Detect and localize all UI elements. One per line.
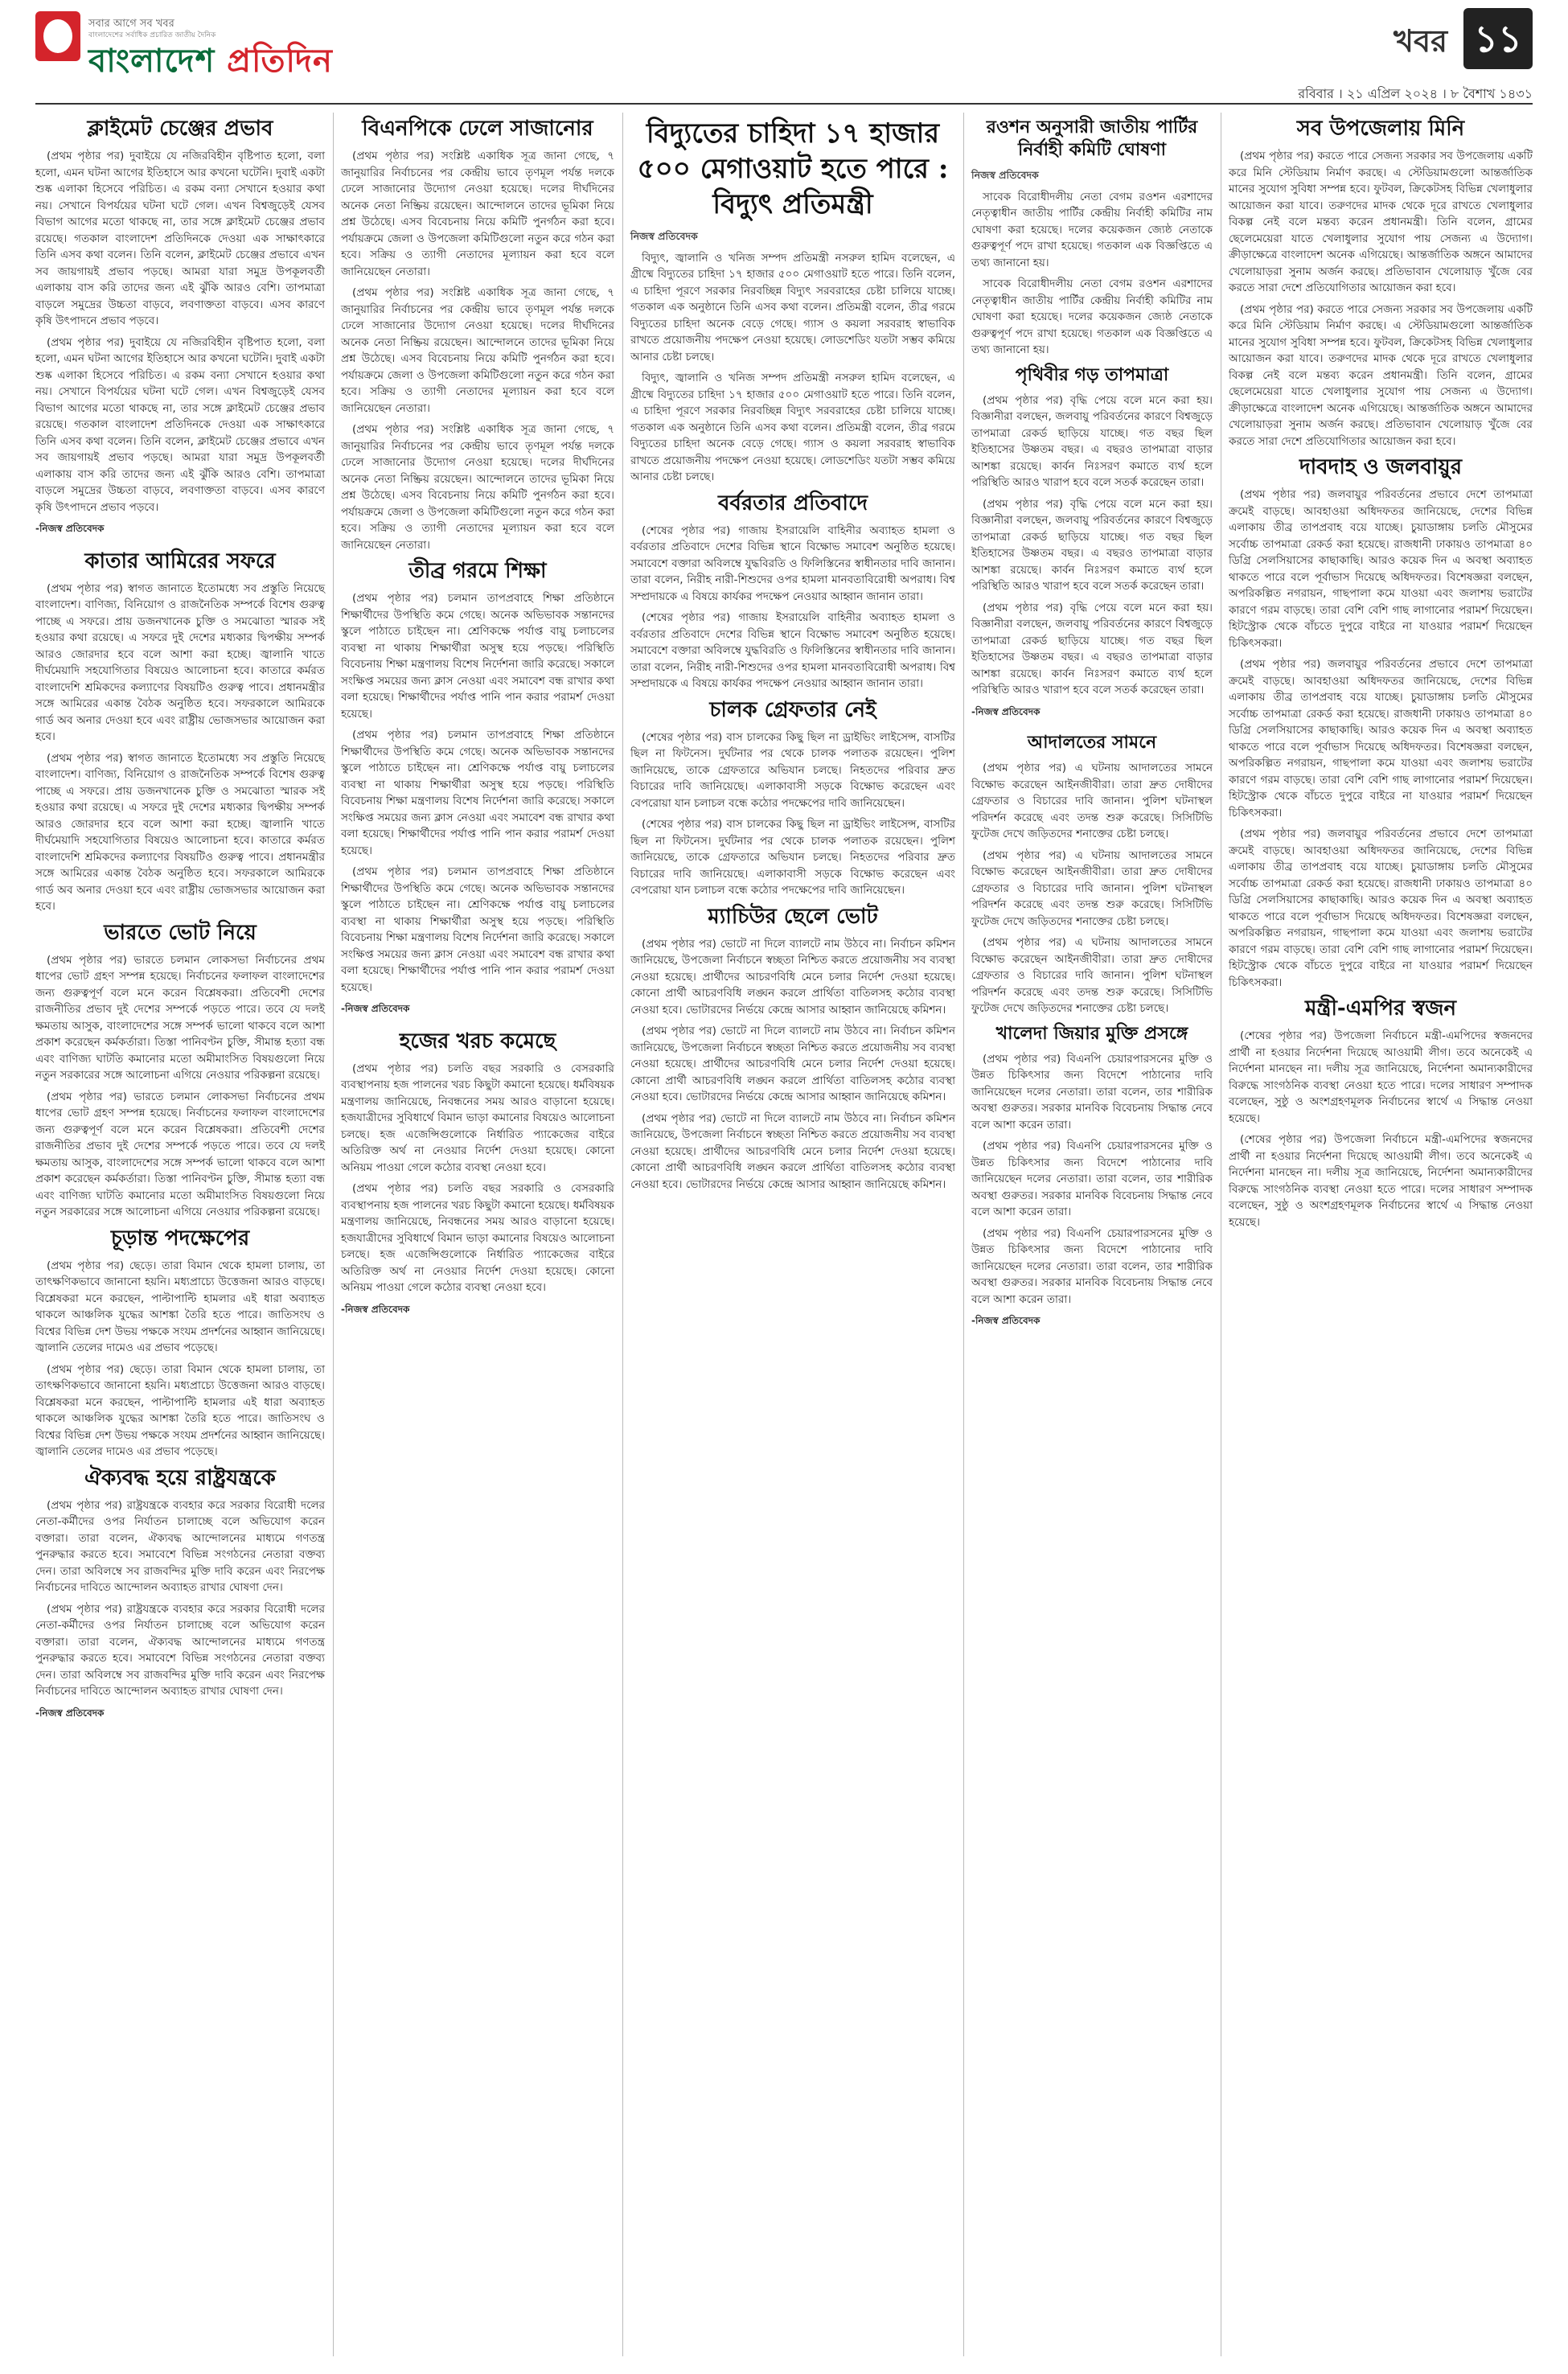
headline: ঐক্যবদ্ধ হয়ে রাষ্ট্রযন্ত্রকে (84, 1465, 276, 1490)
lead-headline: বিদ্যুতের চাহিদা ১৭ হাজার ৫০০ মেগাওয়াট হতে পারে : বিদ্যুৎ প্রতিমন্ত্রী (637, 117, 949, 220)
headline: বিএনপিকে ঢেলে সাজানোর (362, 117, 593, 141)
article-body: (প্রথম পৃষ্ঠার পর) জলবায়ুর পরিবর্তনের প্রভাবে দেশে তাপমাত্রা ক্রমেই বাড়ছে। আবহাওয়া অধিদফতর জানিয়েছে, দেশের বিভিন্ন এলাকায় তীব্র তাপপ্রবাহ বয়ে যাচ্ছে। চুয়াডাঙ্গায় চলতি মৌসুমের সর্বোচ্চ তাপমাত্রা রেকর্ড করা হয়েছে। রাজধানী ঢাকায়ও তাপমাত্রা ৪০ ডিগ্রি সেলসিয়াসের কাছাকাছি। আরও কয়েক দিন এ অবস্থা অব্যাহত থাকতে পারে বলে পূর্বাভাস দিয়েছে অধিদফতর। বিশেষজ্ঞরা বলছেন, অপরিকল্পিত নগরায়ন, গাছপালা কমে যাওয়া এবং জলাশয় ভরাটের কারণে গরম বাড়ছে। তারা বেশি বেশি গাছ লাগানোর পরামর্শ দিয়েছেন। হিটস্ট্রোক থেকে বাঁচতে দুপুরে বাইরে না যাওয়ার পরামর্শ দিয়েছেন চিকিৎসকরা। (1229, 658, 1533, 819)
newspaper-logo (35, 8, 454, 80)
article-body: (প্রথম পৃষ্ঠার পর) সংশ্লিষ্ট একাধিক সূত্র জানা গেছে, ৭ জানুয়ারির নির্বাচনের পর কেন্দ্রীয় ভাবে তৃণমূল পর্যন্ত দলকে ঢেলে সাজানোর উদ্যোগ নেওয়া হয়েছে। দলের দীর্ঘদিনের অনেক নেতা নিষ্ক্রিয় রয়েছেন। আন্দোলনে তাদের ভূমিকা নিয়ে প্রশ্ন উঠেছে। এসব বিবেচনায় নিয়ে কমিটি পুনর্গঠন করা হবে। পর্যায়ক্রমে জেলা ও উপজেলা কমিটিগুলো নতুন করে গঠন করা হবে। সক্রিয় ও ত্যাগী নেতাদের মূল্যায়ন করা হবে বলে জানিয়েছেন নেতারা। (341, 423, 614, 552)
column-5 (1229, 113, 1533, 1235)
section-name: খবর (1393, 23, 1447, 59)
headline: ক্লাইমেট চেঞ্জের প্রভাব (87, 117, 273, 141)
byline: -নিজস্ব প্রতিবেদক (971, 705, 1041, 717)
headline: তীব্র গরমে শিক্ষা (408, 559, 547, 583)
article-body: (প্রথম পৃষ্ঠার পর) বিএনপি চেয়ারপারসনের মুক্তি ও উন্নত চিকিৎসার জন্য বিদেশে পাঠানোর দাবি জানিয়েছেন দলের নেতারা। তারা বলেন, তার শারীরিক অবস্থা গুরুতর। সরকার মানবিক বিবেচনায় সিদ্ধান্ত নেবে বলে আশা করেন তারা। (971, 1140, 1213, 1218)
article-body: (প্রথম পৃষ্ঠার পর) ভোটে না দিলে ব্যালটে নাম উঠবে না। নির্বাচন কমিশন জানিয়েছে, উপজেলা নির্বাচনে স্বচ্ছতা নিশ্চিত করতে প্রয়োজনীয় সব ব্যবস্থা নেওয়া হয়েছে। প্রার্থীদের আচরণবিধি মেনে চলার নির্দেশ দেওয়া হয়েছে। কোনো প্রার্থী আচরণবিধি লঙ্ঘন করলে প্রার্থিতা বাতিলসহ কঠোর ব্যবস্থা নেওয়া হবে। ভোটারদের নির্ভয়ে কেন্দ্রে আসার আহ্বান জানিয়েছে কমিশন। (630, 937, 955, 1017)
article-body: (প্রথম পৃষ্ঠার পর) ভারতে চলমান লোকসভা নির্বাচনের প্রথম ধাপের ভোট গ্রহণ সম্পন্ন হয়েছে। নির্বাচনের ফলাফল বাংলাদেশের জন্য গুরুত্বপূর্ণ বলে মনে করেন বিশ্লেষকরা। প্রতিবেশী দেশের রাজনীতির প্রভাব দুই দেশের সম্পর্কে পড়তে পারে। তবে যে দলই ক্ষমতায় আসুক, বাংলাদেশের সঙ্গে সম্পর্ক ভালো থাকবে বলে আশা প্রকাশ করেছেন কর্মকর্তারা। তিস্তা পানিবণ্টন চুক্তি, সীমান্ত হত্যা বন্ধ এবং বাণিজ্য ঘাটতি কমানোর মতো অমীমাংসিত বিষয়গুলো নিয়ে নতুন সরকারের সঙ্গে আলোচনা এগিয়ে নেওয়ার পরিকল্পনা রয়েছে। (35, 953, 325, 1082)
article-body: (প্রথম পৃষ্ঠার পর) চলমান তাপপ্রবাহে শিক্ষা প্রতিষ্ঠানে শিক্ষার্থীদের উপস্থিতি কমে গেছে। অনেক অভিভাবক সন্তানদের স্কুলে পাঠাতে চাইছেন না। শ্রেণিকক্ষে পর্যাপ্ত বায়ু চলাচলের ব্যবস্থা না থাকায় শিক্ষার্থীরা অসুস্থ হয়ে পড়ছে। পরিস্থিতি বিবেচনায় শিক্ষা মন্ত্রণালয় বিশেষ নির্দেশনা জারি করেছে। সকালে সংক্ষিপ্ত সময়ের জন্য ক্লাস নেওয়া এবং সমাবেশ বন্ধ রাখার কথা বলা হয়েছে। শিক্ষার্থীদের পর্যাপ্ত পানি পান করার পরামর্শ দেওয়া হয়েছে। (341, 865, 614, 994)
byline: -নিজস্ব প্রতিবেদক (971, 1315, 1041, 1326)
headline: মন্ত্রী-এমপির স্বজন (1305, 996, 1456, 1021)
article-body: (প্রথম পৃষ্ঠার পর) ভোটে না দিলে ব্যালটে নাম উঠবে না। নির্বাচন কমিশন জানিয়েছে, উপজেলা নির্বাচনে স্বচ্ছতা নিশ্চিত করতে প্রয়োজনীয় সব ব্যবস্থা নেওয়া হয়েছে। প্রার্থীদের আচরণবিধি মেনে চলার নির্দেশ দেওয়া হয়েছে। কোনো প্রার্থী আচরণবিধি লঙ্ঘন করলে প্রার্থিতা বাতিলসহ কঠোর ব্যবস্থা নেওয়া হবে। ভোটারদের নির্ভয়ে কেন্দ্রে আসার আহ্বান জানিয়েছে কমিশন। (630, 1111, 955, 1191)
article-body: (প্রথম পৃষ্ঠার পর) বৃদ্ধি পেয়ে বলে মনে করা হয়। বিজ্ঞানীরা বলছেন, জলবায়ু পরিবর্তনের কারণে বিশ্বজুড়ে তাপমাত্রা রেকর্ড ছাড়িয়ে যাচ্ছে। গত বছর ছিল ইতিহাসের উষ্ণতম বছর। এ বছরও তাপমাত্রা বাড়ার আশঙ্কা রয়েছে। কার্বন নিঃসরণ কমাতে ব্যর্থ হলে পরিস্থিতি আরও খারাপ হবে বলে সতর্ক করেছেন তারা। (971, 393, 1213, 489)
headline: দাবদাহ ও জলবায়ুর (1299, 455, 1463, 479)
article-body: (প্রথম পৃষ্ঠার পর) স্বাগত জানাতে ইতোমধ্যে সব প্রস্তুতি নিয়েছে বাংলাদেশ। বাণিজ্য, বিনিয়োগ ও রাজনৈতিক সম্পর্কে বিশেষ গুরুত্ব পাচ্ছে এ সফরে। প্রায় ডজনখানেক চুক্তি ও সমঝোতা স্মারক সই হওয়ার কথা রয়েছে। এ সফরে দুই দেশের মধ্যকার দ্বিপক্ষীয় সম্পর্ক আরও জোরদার হবে বলে আশা করা হচ্ছে। জ্বালানি খাতে দীর্ঘমেয়াদি সহযোগিতার বিষয়েও আলোচনা হবে। কাতারে কর্মরত বাংলাদেশি শ্রমিকদের কল্যাণের বিষয়টিও গুরুত্ব পাবে। প্রধানমন্ত্রীর সঙ্গে আমিরের একান্ত বৈঠক অনুষ্ঠিত হবে। সফরকালে আমিরকে গার্ড অব অনার দেওয়া হবে এবং রাষ্ট্রীয় ভোজসভার আয়োজন করা হবে। (35, 751, 325, 913)
headline: হজের খরচ কমেছে (399, 1029, 556, 1054)
headline: বর্বরতার প্রতিবাদে (717, 491, 868, 515)
byline: নিজস্ব প্রতিবেদক (630, 230, 698, 242)
article-body: (শেষের পৃষ্ঠার পর) বাস চালকের কিছু ছিল না ড্রাইভিং লাইসেন্স, বাসটির ছিল না ফিটনেস। দুর্ঘটনার পর থেকে চালক পলাতক রয়েছেন। পুলিশ জানিয়েছে, তাকে গ্রেফতারে অভিযান চলছে। নিহতদের পরিবার দ্রুত বিচারের দাবি জানিয়েছে। এলাকাবাসী সড়কে বিক্ষোভ করেছেন এবং বেপরোয়া যান চলাচল বন্ধে কঠোর পদক্ষেপের দাবি জানিয়েছেন। (630, 818, 955, 897)
article-body: (প্রথম পৃষ্ঠার পর) দুবাইয়ে যে নজিরবিহীন বৃষ্টিপাত হলো, বলা হলো, এমন ঘটনা আগের ইতিহাসে আর কখনো ঘটেনি। দুবাই একটা শুষ্ক এলাকা হিসেবে পরিচিত। এ রকম বন্যা সেখানে হওয়ার কথা নয়। সেখানে বিপর্যয়ের ঘটনা ঘটে গেল। এখন বিশ্বজুড়েই যেসব বিভাগ আগের মতো থাকছে না, তার সঙ্গে ক্লাইমেট চেঞ্জের প্রভাব রয়েছে। গতকাল বাংলাদেশ প্রতিদিনকে দেওয়া এক সাক্ষাৎকারে তিনি এসব কথা বলেন। তিনি বলেন, ক্লাইমেট চেঞ্জের প্রভাবে এখন সব জায়গায়ই প্রভাব পড়ছে। আমরা যারা সমুদ্র উপকূলবর্তী এলাকায় বাস করি তাদের জন্য এই ঝুঁকি আরও বেশি। তাপমাত্রা বাড়লে সমুদ্রের উচ্চতা বাড়বে, লবণাক্ততা বাড়বে। এসব কারণে কৃষি উৎপাদনে প্রভাব পড়বে। (35, 150, 325, 327)
article-body: (প্রথম পৃষ্ঠার পর) ভারতে চলমান লোকসভা নির্বাচনের প্রথম ধাপের ভোট গ্রহণ সম্পন্ন হয়েছে। নির্বাচনের ফলাফল বাংলাদেশের জন্য গুরুত্বপূর্ণ বলে মনে করেন বিশ্লেষকরা। প্রতিবেশী দেশের রাজনীতির প্রভাব দুই দেশের সম্পর্কে পড়তে পারে। তবে যে দলই ক্ষমতায় আসুক, বাংলাদেশের সঙ্গে সম্পর্ক ভালো থাকবে বলে আশা প্রকাশ করেছেন কর্মকর্তারা। তিস্তা পানিবণ্টন চুক্তি, সীমান্ত হত্যা বন্ধ এবং বাণিজ্য ঘাটতি কমানোর মতো অমীমাংসিত বিষয়গুলো নিয়ে নতুন সরকারের সঙ্গে আলোচনা এগিয়ে নেওয়ার পরিকল্পনা রয়েছে। (35, 1090, 325, 1218)
article-body: (প্রথম পৃষ্ঠার পর) বিএনপি চেয়ারপারসনের মুক্তি ও উন্নত চিকিৎসার জন্য বিদেশে পাঠানোর দাবি জানিয়েছেন দলের নেতারা। তারা বলেন, তার শারীরিক অবস্থা গুরুতর। সরকার মানবিক বিবেচনায় সিদ্ধান্ত নেবে বলে আশা করেন তারা। (971, 1052, 1213, 1132)
article-body: (শেষের পৃষ্ঠার পর) উপজেলা নির্বাচনে মন্ত্রী-এমপিদের স্বজনদের প্রার্থী না হওয়ার নির্দেশনা দিয়েছে আওয়ামী লীগ। তবে অনেকেই এ নির্দেশনা মানছেন না। দলীয় সূত্র জানিয়েছে, নির্দেশনা অমান্যকারীদের বিরুদ্ধে সাংগঠনিক ব্যবস্থা নেওয়া হতে পারে। দলের সাধারণ সম্পাদক বলেছেন, সুষ্ঠু ও অংশগ্রহণমূলক নির্বাচনের স্বার্থে এ সিদ্ধান্ত নেওয়া হয়েছে। (1229, 1029, 1533, 1125)
article-body: (প্রথম পৃষ্ঠার পর) সংশ্লিষ্ট একাধিক সূত্র জানা গেছে, ৭ জানুয়ারির নির্বাচনের পর কেন্দ্রীয় ভাবে তৃণমূল পর্যন্ত দলকে ঢেলে সাজানোর উদ্যোগ নেওয়া হয়েছে। দলের দীর্ঘদিনের অনেক নেতা নিষ্ক্রিয় রয়েছেন। আন্দোলনে তাদের ভূমিকা নিয়ে প্রশ্ন উঠেছে। এসব বিবেচনায় নিয়ে কমিটি পুনর্গঠন করা হবে। পর্যায়ক্রমে জেলা ও উপজেলা কমিটিগুলো নতুন করে গঠন করা হবে। সক্রিয় ও ত্যাগী নেতাদের মূল্যায়ন করা হবে বলে জানিয়েছেন নেতারা। (341, 150, 614, 278)
article-body: সাবেক বিরোধীদলীয় নেতা বেগম রওশন এরশাদের নেতৃত্বাধীন জাতীয় পার্টির কেন্দ্রীয় নির্বাহী কমিটির নাম ঘোষণা করা হয়েছে। দলের কয়েকজন জ্যেষ্ঠ নেতাকে গুরুত্বপূর্ণ পদে রাখা হয়েছে। গতকাল এক বিজ্ঞপ্তিতে এ তথ্য জানানো হয়। (971, 277, 1213, 356)
logo-subtagline: বাংলাদেশের সর্বাধিক প্রচারিত জাতীয় দৈনিক (88, 31, 216, 39)
article-body: (প্রথম পৃষ্ঠার পর) চলমান তাপপ্রবাহে শিক্ষা প্রতিষ্ঠানে শিক্ষার্থীদের উপস্থিতি কমে গেছে। অনেক অভিভাবক সন্তানদের স্কুলে পাঠাতে চাইছেন না। শ্রেণিকক্ষে পর্যাপ্ত বায়ু চলাচলের ব্যবস্থা না থাকায় শিক্ষার্থীরা অসুস্থ হয়ে পড়ছে। পরিস্থিতি বিবেচনায় শিক্ষা মন্ত্রণালয় বিশেষ নির্দেশনা জারি করেছে। সকালে সংক্ষিপ্ত সময়ের জন্য ক্লাস নেওয়া এবং সমাবেশ বন্ধ রাখার কথা বলা হয়েছে। শিক্ষার্থীদের পর্যাপ্ত পানি পান করার পরামর্শ দেওয়া হয়েছে। (341, 729, 614, 857)
byline: -নিজস্ব প্রতিবেদক (341, 1303, 410, 1315)
article-body: সাবেক বিরোধীদলীয় নেতা বেগম রওশন এরশাদের নেতৃত্বাধীন জাতীয় পার্টির কেন্দ্রীয় নির্বাহী কমিটির নাম ঘোষণা করা হয়েছে। দলের কয়েকজন জ্যেষ্ঠ নেতাকে গুরুত্বপূর্ণ পদে রাখা হয়েছে। গতকাল এক বিজ্ঞপ্তিতে এ তথ্য জানানো হয়। (971, 190, 1213, 269)
article-body: (প্রথম পৃষ্ঠার পর) বৃদ্ধি পেয়ে বলে মনে করা হয়। বিজ্ঞানীরা বলছেন, জলবায়ু পরিবর্তনের কারণে বিশ্বজুড়ে তাপমাত্রা রেকর্ড ছাড়িয়ে যাচ্ছে। গত বছর ছিল ইতিহাসের উষ্ণতম বছর। এ বছরও তাপমাত্রা বাড়ার আশঙ্কা রয়েছে। কার্বন নিঃসরণ কমাতে ব্যর্থ হলে পরিস্থিতি আরও খারাপ হবে বলে সতর্ক করেছেন তারা। (971, 497, 1213, 593)
article-body: (প্রথম পৃষ্ঠার পর) সংশ্লিষ্ট একাধিক সূত্র জানা গেছে, ৭ জানুয়ারির নির্বাচনের পর কেন্দ্রীয় ভাবে তৃণমূল পর্যন্ত দলকে ঢেলে সাজানোর উদ্যোগ নেওয়া হয়েছে। দলের দীর্ঘদিনের অনেক নেতা নিষ্ক্রিয় রয়েছেন। আন্দোলনে তাদের ভূমিকা নিয়ে প্রশ্ন উঠেছে। এসব বিবেচনায় নিয়ে কমিটি পুনর্গঠন করা হবে। পর্যায়ক্রমে জেলা ও উপজেলা কমিটিগুলো নতুন করে গঠন করা হবে। সক্রিয় ও ত্যাগী নেতাদের মূল্যায়ন করা হবে বলে জানিয়েছেন নেতারা। (341, 286, 614, 415)
masthead (0, 0, 1568, 80)
article-body: বিদ্যুৎ, জ্বালানি ও খনিজ সম্পদ প্রতিমন্ত্রী নসরুল হামিদ বলেছেন, এ গ্রীষ্মে বিদ্যুতের চাহিদা ১৭ হাজার ৫০০ মেগাওয়াট হতে পারে। তিনি বলেন, এ চাহিদা পূরণে সরকার নিরবচ্ছিন্ন বিদ্যুৎ সরবরাহের চেষ্টা চালিয়ে যাচ্ছে। গতকাল এক অনুষ্ঠানে তিনি এসব কথা বলেন। প্রতিমন্ত্রী বলেন, তীব্র গরমে বিদ্যুতের চাহিদা অনেক বেড়ে গেছে। গ্যাস ও কয়লা সরবরাহ স্বাভাবিক রাখতে প্রয়োজনীয় পদক্ষেপ নেওয়া হয়েছে। লোডশেডিং যতটা সম্ভব কমিয়ে আনার চেষ্টা চলছে। (630, 251, 955, 363)
column-4 (971, 113, 1213, 1341)
article-body: (প্রথম পৃষ্ঠার পর) জলবায়ুর পরিবর্তনের প্রভাবে দেশে তাপমাত্রা ক্রমেই বাড়ছে। আবহাওয়া অধিদফতর জানিয়েছে, দেশের বিভিন্ন এলাকায় তীব্র তাপপ্রবাহ বয়ে যাচ্ছে। চুয়াডাঙ্গায় চলতি মৌসুমের সর্বোচ্চ তাপমাত্রা রেকর্ড করা হয়েছে। রাজধানী ঢাকায়ও তাপমাত্রা ৪০ ডিগ্রি সেলসিয়াসের কাছাকাছি। আরও কয়েক দিন এ অবস্থা অব্যাহত থাকতে পারে বলে পূর্বাভাস দিয়েছে অধিদফতর। বিশেষজ্ঞরা বলছেন, অপরিকল্পিত নগরায়ন, গাছপালা কমে যাওয়া এবং জলাশয় ভরাটের কারণে গরম বাড়ছে। তারা বেশি বেশি গাছ লাগানোর পরামর্শ দিয়েছেন। হিটস্ট্রোক থেকে বাঁচতে দুপুরে বাইরে না যাওয়ার পরামর্শ দিয়েছেন চিকিৎসকরা। (1229, 488, 1533, 650)
column-3 (630, 113, 955, 1197)
article-body: (প্রথম পৃষ্ঠার পর) চলতি বছর সরকারি ও বেসরকারি ব্যবস্থাপনায় হজ পালনের খরচ কিছুটা কমানো হয়েছে। ধর্মবিষয়ক মন্ত্রণালয় জানিয়েছে, নিবন্ধনের সময় আরও বাড়ানো হয়েছে। হজযাত্রীদের সুবিধার্থে বিমান ভাড়া কমানোর বিষয়েও আলোচনা চলছে। হজ এজেন্সিগুলোকে নির্ধারিত প্যাকেজের বাইরে অতিরিক্ত অর্থ না নেওয়ার নির্দেশ দেওয়া হয়েছে। কোনো অনিয়ম পাওয়া গেলে কঠোর ব্যবস্থা নেওয়া হবে। (341, 1062, 614, 1174)
headline: পৃথিবীর গড় তাপমাত্রা (1015, 363, 1169, 385)
article-body: (শেষের পৃষ্ঠার পর) গাজায় ইসরায়েলি বাহিনীর অব্যাহত হামলা ও বর্বরতার প্রতিবাদে দেশের বিভিন্ন স্থানে বিক্ষোভ সমাবেশ অনুষ্ঠিত হয়েছে। সমাবেশে বক্তারা অবিলম্বে যুদ্ধবিরতি ও ফিলিস্তিনের স্বাধীনতার দাবি জানান। তারা বলেন, নিরীহ নারী-শিশুদের ওপর হামলা মানবতাবিরোধী অপরাধ। বিশ্ব সম্প্রদায়কে এ বিষয়ে কার্যকর পদক্ষেপ নেওয়ার আহ্বান জানান তারা। (630, 611, 955, 690)
headline: কাতার আমিরের সফরে (84, 548, 276, 573)
article-body: (প্রথম পৃষ্ঠার পর) চলমান তাপপ্রবাহে শিক্ষা প্রতিষ্ঠানে শিক্ষার্থীদের উপস্থিতি কমে গেছে। অনেক অভিভাবক সন্তানদের স্কুলে পাঠাতে চাইছেন না। শ্রেণিকক্ষে পর্যাপ্ত বায়ু চলাচলের ব্যবস্থা না থাকায় শিক্ষার্থীরা অসুস্থ হয়ে পড়ছে। পরিস্থিতি বিবেচনায় শিক্ষা মন্ত্রণালয় বিশেষ নির্দেশনা জারি করেছে। সকালে সংক্ষিপ্ত সময়ের জন্য ক্লাস নেওয়া এবং সমাবেশ বন্ধ রাখার কথা বলা হয়েছে। শিক্ষার্থীদের পর্যাপ্ত পানি পান করার পরামর্শ দেওয়া হয়েছে। (341, 592, 614, 721)
headline: খালেদা জিয়ার মুক্তি প্রসঙ্গে (995, 1022, 1188, 1044)
column-2 (341, 113, 614, 1329)
page-number-badge: ১১ (1463, 8, 1533, 69)
article-body: (প্রথম পৃষ্ঠার পর) করতে পারে সেজন্য সরকার সব উপজেলায় একটি করে মিনি স্টেডিয়াম নির্মাণ করছে। এ স্টেডিয়ামগুলো আন্তর্জাতিক মানের সুযোগ সুবিধা সম্পন্ন হবে। ফুটবল, ক্রিকেটসহ বিভিন্ন খেলাধুলার আয়োজন করা যাবে। তরুণদের মাদক থেকে দূরে রাখতে খেলাধুলার বিকল্প নেই বলে মন্তব্য করেন প্রধানমন্ত্রী। তিনি বলেন, গ্রামের ছেলেমেয়েরা যাতে খেলাধুলার সুযোগ পায় সেজন্য এ উদ্যোগ। ক্রীড়াক্ষেত্রে বাংলাদেশ অনেক এগিয়েছে। আন্তর্জাতিক অঙ্গনে আমাদের খেলোয়াড়রা সুনাম অর্জন করছে। প্রতিভাবান খেলোয়াড় খুঁজে বের করতে সারা দেশে প্রতিযোগিতার আয়োজন করা হবে। (1229, 302, 1533, 448)
column-divider (622, 113, 623, 2356)
byline: -নিজস্ব প্রতিবেদক (35, 1707, 105, 1719)
article-body: (প্রথম পৃষ্ঠার পর) জলবায়ুর পরিবর্তনের প্রভাবে দেশে তাপমাত্রা ক্রমেই বাড়ছে। আবহাওয়া অধিদফতর জানিয়েছে, দেশের বিভিন্ন এলাকায় তীব্র তাপপ্রবাহ বয়ে যাচ্ছে। চুয়াডাঙ্গায় চলতি মৌসুমের সর্বোচ্চ তাপমাত্রা রেকর্ড করা হয়েছে। রাজধানী ঢাকায়ও তাপমাত্রা ৪০ ডিগ্রি সেলসিয়াসের কাছাকাছি। আরও কয়েক দিন এ অবস্থা অব্যাহত থাকতে পারে বলে পূর্বাভাস দিয়েছে অধিদফতর। বিশেষজ্ঞরা বলছেন, অপরিকল্পিত নগরায়ন, গাছপালা কমে যাওয়া এবং জলাশয় ভরাটের কারণে গরম বাড়ছে। তারা বেশি বেশি গাছ লাগানোর পরামর্শ দিয়েছেন। হিটস্ট্রোক থেকে বাঁচতে দুপুরে বাইরে না যাওয়ার পরামর্শ দিয়েছেন চিকিৎসকরা। (1229, 828, 1533, 989)
article-body: (প্রথম পৃষ্ঠার পর) দুবাইয়ে যে নজিরবিহীন বৃষ্টিপাত হলো, বলা হলো, এমন ঘটনা আগের ইতিহাসে আর কখনো ঘটেনি। দুবাই একটা শুষ্ক এলাকা হিসেবে পরিচিত। এ রকম বন্যা সেখানে হওয়ার কথা নয়। সেখানে বিপর্যয়ের ঘটনা ঘটে গেল। এখন বিশ্বজুড়েই যেসব বিভাগ আগের মতো থাকছে না, তার সঙ্গে ক্লাইমেট চেঞ্জের প্রভাব রয়েছে। গতকাল বাংলাদেশ প্রতিদিনকে দেওয়া এক সাক্ষাৎকারে তিনি এসব কথা বলেন। তিনি বলেন, ক্লাইমেট চেঞ্জের প্রভাবে এখন সব জায়গায়ই প্রভাব পড়ছে। আমরা যারা সমুদ্র উপকূলবর্তী এলাকায় বাস করি তাদের জন্য এই ঝুঁকি আরও বেশি। তাপমাত্রা বাড়লে সমুদ্রের উচ্চতা বাড়বে, লবণাক্ততা বাড়বে। এসব কারণে কৃষি উৎপাদনে প্রভাব পড়বে। (35, 335, 325, 514)
logo-emblem-icon (35, 11, 80, 61)
headline: সব উপজেলায় মিনি (1296, 117, 1465, 141)
column-1 (35, 113, 325, 1732)
logo-tagline: সবার আগে সব খবর (88, 18, 174, 30)
article-body: (প্রথম পৃষ্ঠার পর) এ ঘটনায় আদালতের সামনে বিক্ষোভ করেছেন আইনজীবীরা। তারা দ্রুত দোষীদের গ্রেফতার ও বিচারের দাবি জানান। পুলিশ ঘটনাস্থল পরিদর্শন করেছে এবং তদন্ত শুরু করেছে। সিসিটিভি ফুটেজ দেখে জড়িতদের শনাক্তের চেষ্টা চলছে। (971, 848, 1213, 928)
headline: আদালতের সামনে (1027, 732, 1157, 753)
article-body: (প্রথম পৃষ্ঠার পর) বিএনপি চেয়ারপারসনের মুক্তি ও উন্নত চিকিৎসার জন্য বিদেশে পাঠানোর দাবি জানিয়েছেন দলের নেতারা। তারা বলেন, তার শারীরিক অবস্থা গুরুতর। সরকার মানবিক বিবেচনায় সিদ্ধান্ত নেবে বলে আশা করেন তারা। (971, 1226, 1213, 1306)
byline: -নিজস্ব প্রতিবেদক (341, 1003, 410, 1014)
article-body: (প্রথম পৃষ্ঠার পর) স্বাগত জানাতে ইতোমধ্যে সব প্রস্তুতি নিয়েছে বাংলাদেশ। বাণিজ্য, বিনিয়োগ ও রাজনৈতিক সম্পর্কে বিশেষ গুরুত্ব পাচ্ছে এ সফরে। প্রায় ডজনখানেক চুক্তি ও সমঝোতা স্মারক সই হওয়ার কথা রয়েছে। এ সফরে দুই দেশের মধ্যকার দ্বিপক্ষীয় সম্পর্ক আরও জোরদার হবে বলে আশা করা হচ্ছে। জ্বালানি খাতে দীর্ঘমেয়াদি সহযোগিতার বিষয়েও আলোচনা হবে। কাতারে কর্মরত বাংলাদেশি শ্রমিকদের কল্যাণের বিষয়টিও গুরুত্ব পাবে। প্রধানমন্ত্রীর সঙ্গে আমিরের একান্ত বৈঠক অনুষ্ঠিত হবে। সফরকালে আমিরকে গার্ড অব অনার দেওয়া হবে এবং রাষ্ট্রীয় ভোজসভার আয়োজন করা হবে। (35, 581, 325, 743)
headline: চালক গ্রেফতার নেই (709, 697, 876, 722)
article-body: (শেষের পৃষ্ঠার পর) উপজেলা নির্বাচনে মন্ত্রী-এমপিদের স্বজনদের প্রার্থী না হওয়ার নির্দেশনা দিয়েছে আওয়ামী লীগ। তবে অনেকেই এ নির্দেশনা মানছেন না। দলীয় সূত্র জানিয়েছে, নির্দেশনা অমান্যকারীদের বিরুদ্ধে সাংগঠনিক ব্যবস্থা নেওয়া হতে পারে। দলের সাধারণ সম্পাদক বলেছেন, সুষ্ঠু ও অংশগ্রহণমূলক নির্বাচনের স্বার্থে এ সিদ্ধান্ত নেওয়া হয়েছে। (1229, 1133, 1533, 1229)
article-body: (শেষের পৃষ্ঠার পর) বাস চালকের কিছু ছিল না ড্রাইভিং লাইসেন্স, বাসটির ছিল না ফিটনেস। দুর্ঘটনার পর থেকে চালক পলাতক রয়েছেন। পুলিশ জানিয়েছে, তাকে গ্রেফতারে অভিযান চলছে। নিহতদের পরিবার দ্রুত বিচারের দাবি জানিয়েছে। এলাকাবাসী সড়কে বিক্ষোভ করেছেন এবং বেপরোয়া যান চলাচল বন্ধে কঠোর পদক্ষেপের দাবি জানিয়েছেন। (630, 730, 955, 810)
article-body: বিদ্যুৎ, জ্বালানি ও খনিজ সম্পদ প্রতিমন্ত্রী নসরুল হামিদ বলেছেন, এ গ্রীষ্মে বিদ্যুতের চাহিদা ১৭ হাজার ৫০০ মেগাওয়াট হতে পারে। তিনি বলেন, এ চাহিদা পূরণে সরকার নিরবচ্ছিন্ন বিদ্যুৎ সরবরাহের চেষ্টা চালিয়ে যাচ্ছে। গতকাল এক অনুষ্ঠানে তিনি এসব কথা বলেন। প্রতিমন্ত্রী বলেন, তীব্র গরমে বিদ্যুতের চাহিদা অনেক বেড়ে গেছে। গ্যাস ও কয়লা সরবরাহ স্বাভাবিক রাখতে প্রয়োজনীয় পদক্ষেপ নেওয়া হয়েছে। লোডশেডিং যতটা সম্ভব কমিয়ে আনার চেষ্টা চলছে। (630, 372, 955, 483)
article-body: (প্রথম পৃষ্ঠার পর) ভোটে না দিলে ব্যালটে নাম উঠবে না। নির্বাচন কমিশন জানিয়েছে, উপজেলা নির্বাচনে স্বচ্ছতা নিশ্চিত করতে প্রয়োজনীয় সব ব্যবস্থা নেওয়া হয়েছে। প্রার্থীদের আচরণবিধি মেনে চলার নির্দেশ দেওয়া হয়েছে। কোনো প্রার্থী আচরণবিধি লঙ্ঘন করলে প্রার্থিতা বাতিলসহ কঠোর ব্যবস্থা নেওয়া হবে। ভোটারদের নির্ভয়ে কেন্দ্রে আসার আহ্বান জানিয়েছে কমিশন। (630, 1025, 955, 1103)
headline: ম্যাচিউর ছেলে ভোট (708, 904, 878, 929)
article-body: (প্রথম পৃষ্ঠার পর) করতে পারে সেজন্য সরকার সব উপজেলায় একটি করে মিনি স্টেডিয়াম নির্মাণ করছে। এ স্টেডিয়ামগুলো আন্তর্জাতিক মানের সুযোগ সুবিধা সম্পন্ন হবে। ফুটবল, ক্রিকেটসহ বিভিন্ন খেলাধুলার আয়োজন করা যাবে। তরুণদের মাদক থেকে দূরে রাখতে খেলাধুলার বিকল্প নেই বলে মন্তব্য করেন প্রধানমন্ত্রী। তিনি বলেন, গ্রামের ছেলেমেয়েরা যাতে খেলাধুলার সুযোগ পায় সেজন্য এ উদ্যোগ। ক্রীড়াক্ষেত্রে বাংলাদেশ অনেক এগিয়েছে। আন্তর্জাতিক অঙ্গনে আমাদের খেলোয়াড়রা সুনাম অর্জন করছে। প্রতিভাবান খেলোয়াড় খুঁজে বের করতে সারা দেশে প্রতিযোগিতার আয়োজন করা হবে। (1229, 150, 1533, 294)
article-body: (প্রথম পৃষ্ঠার পর) ছেড়ে। তারা বিমান থেকে হামলা চালায়, তা তাৎক্ষণিকভাবে জানানো হয়নি। মধ্যপ্রাচ্যে উত্তেজনা আরও বাড়ছে। বিশ্লেষকরা মনে করছেন, পাল্টাপাল্টি হামলার এই ধারা অব্যাহত থাকলে আঞ্চলিক যুদ্ধের আশঙ্কা তৈরি হতে পারে। জাতিসংঘ ও বিশ্বের বিভিন্ন দেশ উভয় পক্ষকে সংযম প্রদর্শনের আহ্বান জানিয়েছে। জ্বালানি তেলের দামেও এর প্রভাব পড়েছে। (35, 1259, 325, 1354)
column-divider (963, 113, 964, 2356)
column-divider (333, 113, 334, 2356)
headline: রওশন অনুসারী জাতীয় পার্টির নির্বাহী কমিটি ঘোষণা (986, 117, 1198, 160)
article-body: (প্রথম পৃষ্ঠার পর) রাষ্ট্রযন্ত্রকে ব্যবহার করে সরকার বিরোধী দলের নেতা-কর্মীদের ওপর নির্যাতন চালাচ্ছে বলে অভিযোগ করেন বক্তারা। তারা বলেন, ঐক্যবদ্ধ আন্দোলনের মাধ্যমে গণতন্ত্র পুনরুদ্ধার করতে হবে। সমাবেশে বিভিন্ন সংগঠনের নেতারা বক্তব্য দেন। তারা অবিলম্বে সব রাজবন্দির মুক্তি দাবি করেন এবং নিরপেক্ষ নির্বাচনের দাবিতে আন্দোলন অব্যাহত রাখার ঘোষণা দেন। (35, 1498, 325, 1594)
headline: ভারতে ভোট নিয়ে (104, 920, 257, 945)
byline: নিজস্ব প্রতিবেদক (971, 169, 1039, 181)
article-body: (প্রথম পৃষ্ঠার পর) রাষ্ট্রযন্ত্রকে ব্যবহার করে সরকার বিরোধী দলের নেতা-কর্মীদের ওপর নির্যাতন চালাচ্ছে বলে অভিযোগ করেন বক্তারা। তারা বলেন, ঐক্যবদ্ধ আন্দোলনের মাধ্যমে গণতন্ত্র পুনরুদ্ধার করতে হবে। সমাবেশে বিভিন্ন সংগঠনের নেতারা বক্তব্য দেন। তারা অবিলম্বে সব রাজবন্দির মুক্তি দাবি করেন এবং নিরপেক্ষ নির্বাচনের দাবিতে আন্দোলন অব্যাহত রাখার ঘোষণা দেন। (35, 1602, 325, 1698)
article-body: (প্রথম পৃষ্ঠার পর) বৃদ্ধি পেয়ে বলে মনে করা হয়। বিজ্ঞানীরা বলছেন, জলবায়ু পরিবর্তনের কারণে বিশ্বজুড়ে তাপমাত্রা রেকর্ড ছাড়িয়ে যাচ্ছে। গত বছর ছিল ইতিহাসের উষ্ণতম বছর। এ বছরও তাপমাত্রা বাড়ার আশঙ্কা রয়েছে। কার্বন নিঃসরণ কমাতে ব্যর্থ হলে পরিস্থিতি আরও খারাপ হবে বলে সতর্ক করেছেন তারা। (971, 601, 1213, 696)
byline: -নিজস্ব প্রতিবেদক (35, 523, 105, 534)
article-body: (শেষের পৃষ্ঠার পর) গাজায় ইসরায়েলি বাহিনীর অব্যাহত হামলা ও বর্বরতার প্রতিবাদে দেশের বিভিন্ন স্থানে বিক্ষোভ সমাবেশ অনুষ্ঠিত হয়েছে। সমাবেশে বক্তারা অবিলম্বে যুদ্ধবিরতি ও ফিলিস্তিনের স্বাধীনতার দাবি জানান। তারা বলেন, নিরীহ নারী-শিশুদের ওপর হামলা মানবতাবিরোধী অপরাধ। বিশ্ব সম্প্রদায়কে এ বিষয়ে কার্যকর পদক্ষেপ নেওয়ার আহ্বান জানান তারা। (630, 524, 955, 603)
article-body: (প্রথম পৃষ্ঠার পর) এ ঘটনায় আদালতের সামনে বিক্ষোভ করেছেন আইনজীবীরা। তারা দ্রুত দোষীদের গ্রেফতার ও বিচারের দাবি জানান। পুলিশ ঘটনাস্থল পরিদর্শন করেছে এবং তদন্ত শুরু করেছে। সিসিটিভি ফুটেজ দেখে জড়িতদের শনাক্তের চেষ্টা চলছে। (971, 762, 1213, 840)
article-body: (প্রথম পৃষ্ঠার পর) ছেড়ে। তারা বিমান থেকে হামলা চালায়, তা তাৎক্ষণিকভাবে জানানো হয়নি। মধ্যপ্রাচ্যে উত্তেজনা আরও বাড়ছে। বিশ্লেষকরা মনে করছেন, পাল্টাপাল্টি হামলার এই ধারা অব্যাহত থাকলে আঞ্চলিক যুদ্ধের আশঙ্কা তৈরি হতে পারে। জাতিসংঘ ও বিশ্বের বিভিন্ন দেশ উভয় পক্ষকে সংযম প্রদর্শনের আহ্বান জানিয়েছে। জ্বালানি তেলের দামেও এর প্রভাব পড়েছে। (35, 1362, 325, 1458)
article-body: (প্রথম পৃষ্ঠার পর) এ ঘটনায় আদালতের সামনে বিক্ষোভ করেছেন আইনজীবীরা। তারা দ্রুত দোষীদের গ্রেফতার ও বিচারের দাবি জানান। পুলিশ ঘটনাস্থল পরিদর্শন করেছে এবং তদন্ত শুরু করেছে। সিসিটিভি ফুটেজ দেখে জড়িতদের শনাক্তের চেষ্টা চলছে। (971, 936, 1213, 1015)
paper-name: বাংলাদেশ প্রতিদিন (88, 42, 333, 80)
headline: চূড়ান্ত পদক্ষেপের (110, 1226, 250, 1251)
date-line: রবিবার । ২১ এপ্রিল ২০২৪ । ৮ বৈশাখ ১৪৩১ (1298, 86, 1533, 101)
header-rule (35, 103, 1533, 105)
article-body: (প্রথম পৃষ্ঠার পর) চলতি বছর সরকারি ও বেসরকারি ব্যবস্থাপনায় হজ পালনের খরচ কিছুটা কমানো হয়েছে। ধর্মবিষয়ক মন্ত্রণালয় জানিয়েছে, নিবন্ধনের সময় আরও বাড়ানো হয়েছে। হজযাত্রীদের সুবিধার্থে বিমান ভাড়া কমানোর বিষয়েও আলোচনা চলছে। হজ এজেন্সিগুলোকে নির্ধারিত প্যাকেজের বাইরে অতিরিক্ত অর্থ না নেওয়ার নির্দেশ দেওয়া হয়েছে। কোনো অনিয়ম পাওয়া গেলে কঠোর ব্যবস্থা নেওয়া হবে। (341, 1182, 614, 1294)
